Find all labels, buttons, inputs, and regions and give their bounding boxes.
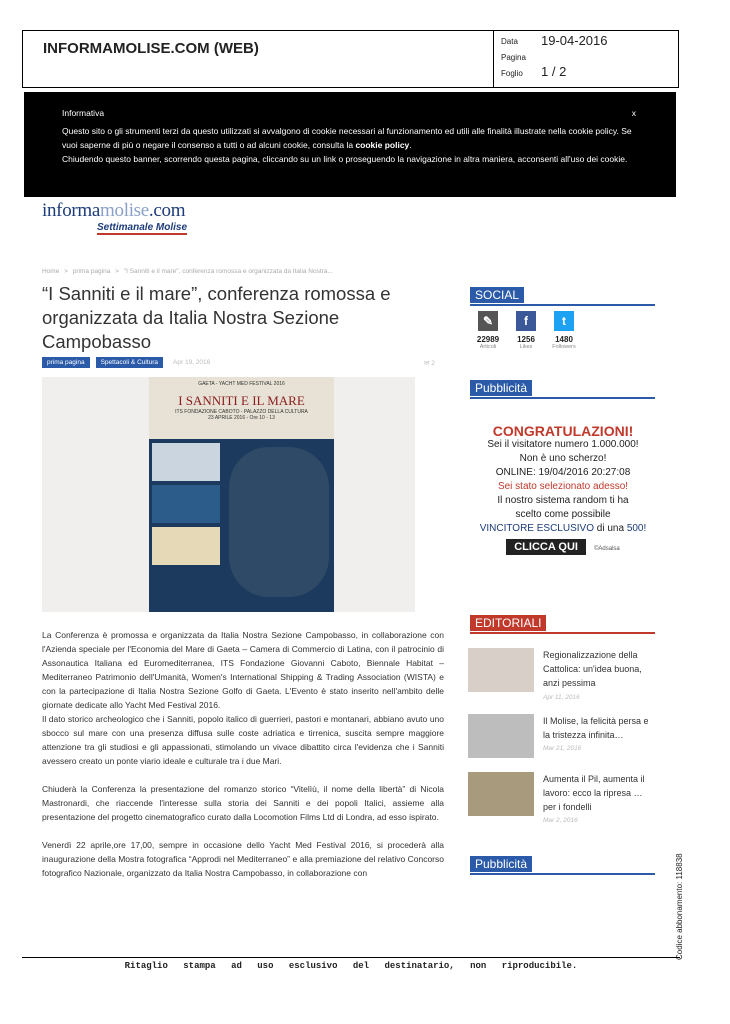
logo-subtitle: Settimanale Molise xyxy=(97,222,188,233)
pagina-label: Pagina xyxy=(501,53,526,62)
cookie-banner xyxy=(24,92,676,197)
social-twitter[interactable]: t 1480 Followers xyxy=(544,311,584,350)
editoriale-item[interactable]: Aumenta il Pil, aumenta il lavoro: ecco la ripresa … per i fondelli Mar 2, 2016 xyxy=(468,772,658,828)
twitter-icon: t xyxy=(554,311,574,331)
comment-count[interactable]: ✉ 2 xyxy=(424,360,435,367)
article-body: La Conferenza è promossa e organizzata da Italia Nostra Sezione Campobasso, in collaborazione con l'Azienda speciale per l'Economia del Mare di Gaeta – Camera di Commercio di Latina, con il patrocinio di Assonautica Italiana ed Euromediterranea, ITS Fondazione Giovanni Caboto, Biennale Habitat – Mediterraneo Patrimonio dell'Umanità, Women's International Shipping & Trading Association (WISTA) e con la partecipazione di Italia Nostra Sezione Golfo di Gaeta. L'Evento è stato inserito nell'ambito delle giornate dedicate allo Yacht Med Festival 2016. Il dato storico archeologico che i Sanniti, popolo italico di guerrieri, pastori e montanari, abbiano avuto uno sbocco sul mare con una presenza diffusa sulle coste adriatica e tirrenica, suscita sempre maggiore attenzione tra gli studiosi e gli appassionati, stimolando un vivace dibattito circa l'evidenza che i Sanniti avessero creato un ponte viario ideale e culturale tra i due Mari. Chiuderà la Conferenza la presentazione del romanzo storico “Vitelìù, il nome della libertà” di Nicola Mastronardi, che riaccende l'interesse sulla storia dei Sanniti e dei popoli Italici, assieme alla presentazione del progetto cinematografico curato dalla Locomotion Films Ltd di Londra, ad esso ispirato. Venerdì 22 aprile,ore 17,00, sempre in occasione dello Yacht Med Festival 2016, si procederà alla inaugurazione della Mostra fotografica “Approdi nel Mediterraneo” e alla premiazione del relativo Concorso fotografico Nazionale, organizzato da Italia Nostra Campobasso, in collaborazione con xyxy=(42,630,444,878)
facebook-icon: f xyxy=(516,311,536,331)
poster-bronze-head xyxy=(229,447,329,597)
ad-click-button[interactable]: CLICCA QUI xyxy=(506,539,586,555)
breadcrumb-current: "I Sanniti e il mare", conferenza romossa e organizzata da Italia Nostra... xyxy=(123,268,333,275)
editoriale-item[interactable]: Regionalizzazione della Cattolica: un'idea buona, anzi pessima Apr 11, 2016 xyxy=(468,648,658,708)
editoriale-thumb xyxy=(468,714,534,758)
social-facebook[interactable]: f 1256 Likes xyxy=(506,311,546,350)
article-date: Apr 19, 2016 xyxy=(173,359,211,366)
breadcrumb: Home > prima pagina > "I Sanniti e il mare", conferenza romossa e organizzata da Italia Nostra... xyxy=(42,268,333,275)
foglio-value: 1 / 2 xyxy=(541,64,567,79)
event-poster: GAETA - YACHT MED FESTIVAL 2016 I SANNITI E IL MARE ITS FONDAZIONE CABOTO - PALAZZO DELLA CULTURA 23 APRILE 2016 - Ore 10 - 13 xyxy=(149,377,334,612)
ad-banner[interactable]: CONGRATULAZIONI! Sei il visitatore numero 1.000.000! Non è uno scherzo! ONLINE: 19/04/2016 20:27:08 Sei stato selezionato adesso! Il nostro sistema random ti ha scelto come possibile VINCITORE ESCLUSIVO di una 500! CLICCA QUI ©Adsalsa xyxy=(463,424,663,584)
cookie-text-2: Chiudendo questo banner, scorrendo questa pagina, cliccando su un link o proseguendo la navigazione in altra maniera, acconsenti all'uso dei cookie. xyxy=(62,154,628,164)
tag-spettacoli[interactable]: Spettacoli & Cultura xyxy=(96,357,163,368)
footer-notice: Ritaglio stampa ad uso esclusivo del destinatario, non riproducibile. xyxy=(22,957,680,971)
source-title: INFORMAMOLISE.COM (WEB) xyxy=(43,40,259,57)
poster-thumb xyxy=(152,527,220,565)
data-label: Data xyxy=(501,37,518,46)
cookie-policy-link[interactable]: cookie policy xyxy=(355,140,410,150)
editoriale-thumb xyxy=(468,648,534,692)
header-box xyxy=(22,30,679,88)
editoriale-item[interactable]: Il Molise, la felicità persa e la tristezza infinita… Mar 21, 2016 xyxy=(468,714,658,764)
tag-prima-pagina[interactable]: prima pagina xyxy=(42,357,90,368)
pubblicita-header-2: Pubblicità xyxy=(470,855,655,875)
comment-icon: ✉ xyxy=(424,360,432,367)
codice-abbonamento: Codice abbonamento: 118838 xyxy=(675,853,684,960)
social-header: SOCIAL xyxy=(470,286,655,306)
header-divider xyxy=(493,31,494,87)
breadcrumb-category[interactable]: prima pagina xyxy=(72,268,111,275)
breadcrumb-home[interactable]: Home xyxy=(42,268,60,275)
site-logo[interactable]: informamolise.com Settimanale Molise xyxy=(42,200,188,233)
editoriale-thumb xyxy=(468,772,534,816)
cookie-text: Questo sito o gli strumenti terzi da questo utilizzati si avvalgono di cookie necessari al funzionamento ed utili alle finalità illustrate nella cookie policy. Se vuoi saperne di più o negare il consenso a tutti o ad alcuni cookie, consulta la cookie policy. xyxy=(62,126,632,150)
foglio-label: Foglio xyxy=(501,69,523,78)
poster-title: I SANNITI E IL MARE xyxy=(178,393,305,408)
pencil-icon: ✎ xyxy=(478,311,498,331)
poster-thumb xyxy=(152,485,220,523)
article-title: “I Sanniti e il mare”, conferenza romossa e organizzata da Italia Nostra Sezione Campobasso xyxy=(42,283,391,352)
cookie-close-button[interactable]: x xyxy=(631,108,636,118)
data-value: 19-04-2016 xyxy=(541,33,608,48)
editoriali-header: EDITORIALI xyxy=(470,614,655,634)
article-tags xyxy=(42,357,210,368)
poster-thumb xyxy=(152,443,220,481)
social-articoli[interactable]: ✎ 22989 Articoli xyxy=(468,311,508,350)
pubblicita-header: Pubblicità xyxy=(470,379,655,399)
cookie-title: Informativa xyxy=(62,108,105,118)
article-image xyxy=(42,377,415,612)
